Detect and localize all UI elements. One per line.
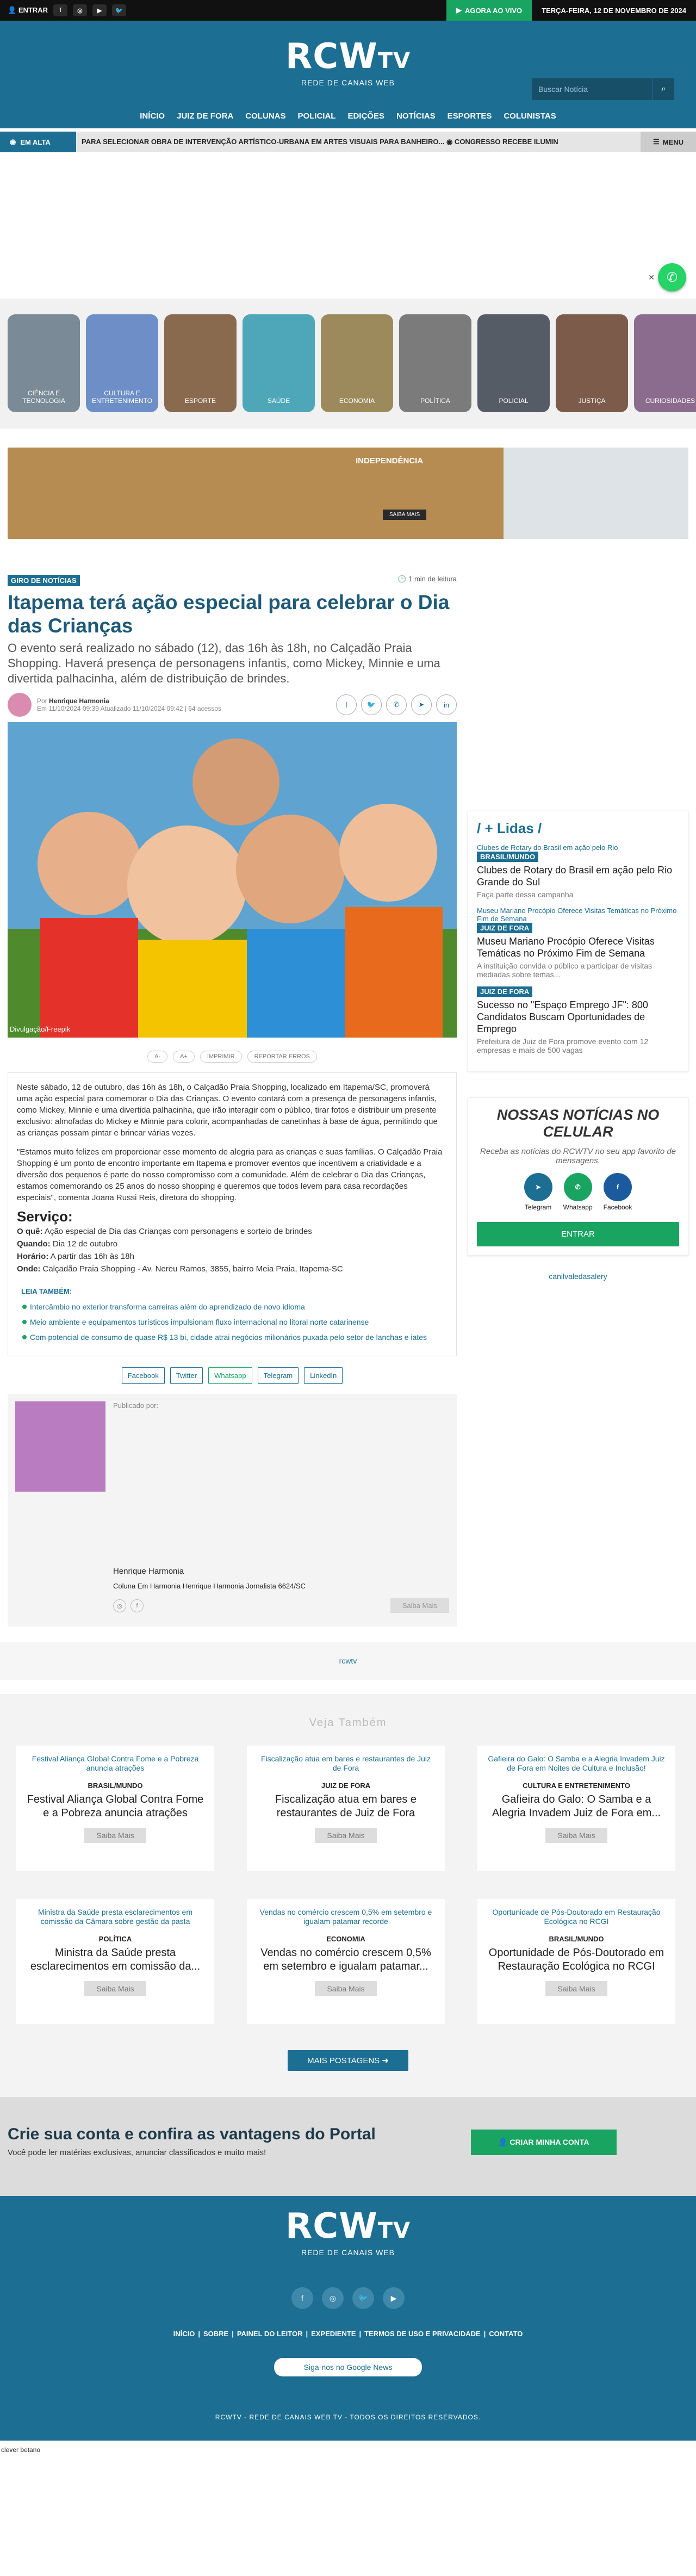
- more-posts-button[interactable]: MAIS POSTAGENS ➜: [288, 2050, 408, 2071]
- footer-separator: |: [483, 2330, 486, 2338]
- see-also-card[interactable]: [247, 1746, 445, 1871]
- instagram-icon[interactable]: ◎: [322, 2287, 344, 2309]
- most-read-title: / + Lidas /: [477, 820, 542, 836]
- author-avatar[interactable]: [8, 693, 32, 717]
- nav-item[interactable]: COLUNAS: [245, 111, 286, 121]
- article-title: Itapema terá ação especial para celebrar o Dia das Crianças: [8, 591, 450, 637]
- author-box-desc: Coluna Em Harmonia Henrique Harmonia Jornalista 6624/SC: [113, 1582, 306, 1590]
- app-label: Telegram: [524, 1203, 552, 1211]
- see-also-grid: [16, 1746, 680, 2024]
- app-label: Whatsapp: [563, 1203, 593, 1211]
- footer-social: [276, 2287, 420, 2309]
- category-card[interactable]: [86, 314, 158, 412]
- card-category: ECONOMIA: [326, 1935, 365, 1943]
- live-button[interactable]: [446, 0, 532, 21]
- card-title[interactable]: Vendas no comércio crescem 0,5% em setembro e igualam patamar...: [260, 1947, 431, 1972]
- close-icon[interactable]: ✕: [648, 273, 655, 282]
- published-by: Publicado por:: [113, 1401, 159, 1410]
- service-value: Ação especial de Dia das Crianças com personagens e sorteio de brindes: [42, 1227, 312, 1236]
- category-card[interactable]: [399, 314, 471, 412]
- footer-link[interactable]: TERMOS DE USO E PRIVACIDADE: [364, 2330, 481, 2338]
- service-key: Horário:: [17, 1252, 49, 1261]
- instagram-icon[interactable]: ◎: [113, 1599, 126, 1612]
- read-time-label: 1 min de leitura: [408, 575, 457, 583]
- see-also: [0, 1694, 696, 2097]
- whatsapp-icon: ✆: [564, 1173, 592, 1201]
- article: [8, 575, 457, 1627]
- facebook-icon[interactable]: f: [53, 4, 67, 16]
- author-photo: [15, 1401, 105, 1492]
- service-row: [17, 1251, 448, 1262]
- enter-link[interactable]: 👤 ENTRAR: [8, 6, 48, 14]
- author-box-name[interactable]: Henrique Harmonia: [113, 1567, 184, 1576]
- category-label: POLÍTICA: [420, 397, 450, 405]
- category-card[interactable]: [8, 314, 80, 412]
- card-more-button[interactable]: Saiba Mais: [545, 1981, 607, 1996]
- card-category: POLÍTICA: [98, 1935, 132, 1943]
- category-card[interactable]: [164, 314, 237, 412]
- share-button[interactable]: Facebook: [122, 1367, 165, 1384]
- facebook-icon[interactable]: f: [291, 2287, 313, 2309]
- footer-link[interactable]: INÍCIO: [173, 2330, 195, 2338]
- article-tool-button[interactable]: A-: [147, 1051, 167, 1063]
- signup-cta: [0, 2097, 696, 2196]
- footer-separator: |: [232, 2330, 234, 2338]
- newsletter-enter-button[interactable]: ENTRAR: [477, 1222, 679, 1246]
- nav-item[interactable]: EDIÇÕES: [347, 111, 384, 121]
- article-date: Em 11/10/2024 09:39 Atualizado 11/10/2024 09:42 | 64 acessos: [37, 705, 221, 712]
- category-label: CURIOSIDADES: [645, 397, 695, 405]
- footer-link[interactable]: CONTATO: [489, 2330, 523, 2338]
- pulse-icon: ◉: [10, 138, 16, 146]
- logo-subtitle: REDE DE CANAIS WEB: [301, 2248, 395, 2257]
- service-value: A partir das 16h às 18h: [48, 1252, 134, 1261]
- footer-separator: |: [359, 2330, 362, 2338]
- most-read-title[interactable]: Clubes de Rotary do Brasil em ação pelo Rio Grande do Sul: [477, 865, 673, 887]
- newsletter-title: NOSSAS NOTÍCIAS NO CELULAR: [496, 1107, 660, 1140]
- twitter-share-icon[interactable]: 🐦: [361, 694, 382, 715]
- search-icon[interactable]: ⌕: [652, 78, 674, 100]
- whatsapp-share-icon[interactable]: ✆: [386, 694, 407, 715]
- byline-prefix: Por: [37, 697, 47, 705]
- share-button[interactable]: LinkedIn: [304, 1367, 343, 1384]
- share-button[interactable]: Telegram: [258, 1367, 299, 1384]
- clock-icon: 🕒: [397, 575, 409, 583]
- most-read-item[interactable]: [477, 907, 679, 979]
- banner-title: INDEPENDÊNCIA: [356, 456, 424, 465]
- card-more-button[interactable]: Saiba Mais: [84, 1828, 146, 1843]
- card-more-button[interactable]: Saiba Mais: [315, 1981, 376, 1996]
- card-title[interactable]: Fiscalização atua em bares e restaurantes de Juiz de Fora: [275, 1793, 417, 1819]
- see-also-card[interactable]: [477, 1746, 675, 1871]
- footer-link[interactable]: PAINEL DO LEITOR: [237, 2330, 303, 2338]
- ad-space: [0, 152, 696, 299]
- whatsapp-app-link[interactable]: [563, 1173, 593, 1211]
- app-label: Facebook: [603, 1203, 632, 1211]
- banner-button[interactable]: SAIBA MAIS: [383, 510, 426, 520]
- app-links: [477, 1173, 679, 1211]
- category-card[interactable]: [321, 314, 393, 412]
- see-also-card[interactable]: [477, 1899, 675, 2024]
- nav-item[interactable]: POLICIAL: [297, 111, 336, 121]
- menu-button[interactable]: [641, 132, 696, 152]
- card-image-alt[interactable]: Gafieira do Galo: O Samba e a Alegria Invadem Juiz de Fora em Noites de Cultura e Inclusão!: [488, 1754, 665, 1772]
- read-also-title: LEIA TAMBÉM:: [21, 1287, 72, 1295]
- category-carousel: [0, 299, 696, 429]
- most-read: [468, 811, 688, 1071]
- ticker-text[interactable]: PARA SELECIONAR OBRA DE INTERVENÇÃO ARTÍSTICO-URBANA EM ARTES VISUAIS PARA BANHEIRO... ◉ CONGRESSO RECEBE ILUMIN: [82, 138, 558, 146]
- hamburger-icon: ☰: [653, 138, 660, 146]
- google-news-link[interactable]: Siga-nos no Google News: [274, 2358, 422, 2376]
- copyright: RCWTV - REDE DE CANAIS WEB TV - TODOS OS DIREITOS RESERVADOS.: [215, 2413, 481, 2421]
- menu-label: MENU: [662, 138, 683, 146]
- category-label: ESPORTE: [184, 397, 216, 405]
- cta-title: Crie sua conta e confira as vantagens do Portal: [8, 2125, 376, 2143]
- category-card[interactable]: [556, 314, 628, 412]
- trending-ticker: [0, 132, 696, 152]
- twitter-icon[interactable]: 🐦: [112, 4, 126, 16]
- read-time: [397, 575, 457, 584]
- article-tool-button[interactable]: A+: [173, 1051, 195, 1063]
- nav-item[interactable]: JUIZ DE FORA: [177, 111, 234, 121]
- facebook-app-link[interactable]: [604, 1173, 632, 1211]
- most-read-tag[interactable]: BRASIL/MUNDO: [477, 852, 538, 862]
- footer-logo[interactable]: [270, 2206, 426, 2257]
- card-image-alt[interactable]: Fiscalização atua em bares e restaurantes de Juiz de Fora: [260, 1754, 431, 1772]
- card-image-alt[interactable]: Oportunidade de Pós-Doutorado em Restauração Ecológica no RCGI: [492, 1908, 661, 1926]
- share-button[interactable]: Whatsapp: [208, 1367, 252, 1384]
- most-read-desc: A instituição convida o público a participar de visitas mediadas sobre temas...: [477, 961, 652, 979]
- category-label: CIÊNCIA E TECNOLOGIA: [22, 389, 65, 405]
- cta-text: Você pode ler matérias exclusivas, anunciar classificados e muito mais!: [8, 2148, 266, 2157]
- article-lead: O evento será realizado no sábado (12), das 16h às 18h, no Calçadão Praia Shopping. Haverá presença de personagens infantis, como Mickey, Minnie e uma divertida palhacinha, além de distribuição de brindes.: [8, 641, 440, 685]
- most-read-item[interactable]: [477, 986, 679, 1054]
- card-image-alt[interactable]: Vendas no comércio crescem 0,5% em setembro e igualam patamar recorde: [259, 1908, 432, 1926]
- footer-link[interactable]: EXPEDIENTE: [311, 2330, 356, 2338]
- see-also-card[interactable]: [247, 1899, 445, 2024]
- nav-item[interactable]: ESPORTES: [447, 111, 492, 121]
- create-account-button[interactable]: [471, 2130, 617, 2155]
- footer-link[interactable]: SOBRE: [203, 2330, 229, 2338]
- logo-text: RCW: [285, 36, 378, 77]
- current-date: TERÇA-FEIRA, 12 DE NOVEMBRO DE 2024: [542, 6, 686, 15]
- instagram-icon[interactable]: ◎: [73, 4, 87, 16]
- article-tool-button[interactable]: REPORTAR ERROS: [247, 1051, 317, 1063]
- most-read-item[interactable]: [477, 843, 679, 899]
- top-bar: [0, 0, 696, 21]
- card-more-button[interactable]: Saiba Mais: [545, 1828, 607, 1843]
- card-title[interactable]: Festival Aliança Global Contra Fome e a Pobreza anuncia atrações: [27, 1793, 204, 1819]
- paragraph: Neste sábado, 12 de outubro, das 16h às 18h, o Calçadão Praia Shopping, localizado em Itapema/SC, promoverá uma ação especial para comemorar o Dia das Crianças. O evento contará com a presença de personagens infantis, como Mickey, Minnie e uma divertida palhacinha, que irão interagir com o público, tirar fotos e distribuir um presente exclusivo: almofadas do Mickey e Minnie para colorir, acompanhadas de canetinhas à base de água, permitindo que as crianças possam pintar e brincar várias vezes.: [17, 1083, 438, 1138]
- main-nav: [0, 103, 696, 128]
- category-card[interactable]: [477, 314, 550, 412]
- card-title[interactable]: Ministra da Saúde presta esclarecimentos em comissão da...: [30, 1947, 201, 1972]
- logo-tv: TV: [377, 48, 411, 73]
- main-content: [0, 539, 696, 1627]
- card-image-alt[interactable]: Festival Aliança Global Contra Fome e a Pobreza anuncia atrações: [32, 1754, 199, 1772]
- mid-ad[interactable]: rcwtv: [0, 1642, 696, 1680]
- site-header: [0, 21, 696, 103]
- read-also-link[interactable]: Com potencial de consumo de quase R$ 13 bi, cidade atrai negócios milionários puxada pelo setor de lanchas e iates: [21, 1332, 448, 1343]
- sidebar: [468, 575, 688, 1627]
- nav-item[interactable]: NOTÍCIAS: [396, 111, 436, 121]
- share-icons: [336, 694, 457, 715]
- search-box: [532, 78, 674, 100]
- twitter-icon[interactable]: 🐦: [352, 2287, 374, 2309]
- live-icon: ▶: [456, 6, 462, 14]
- article-photo: [8, 722, 457, 1038]
- card-more-button[interactable]: Saiba Mais: [315, 1828, 376, 1843]
- card-category: JUIZ DE FORA: [321, 1782, 371, 1790]
- whatsapp-float-icon[interactable]: ✆: [658, 263, 686, 291]
- most-read-tag[interactable]: JUIZ DE FORA: [477, 986, 532, 997]
- author-box: [8, 1394, 457, 1627]
- category-label: ECONOMIA: [339, 397, 375, 405]
- site-footer: [0, 2196, 696, 2441]
- service-row: [17, 1238, 448, 1250]
- author-name[interactable]: Henrique Harmonia: [49, 697, 109, 705]
- most-read-tag[interactable]: JUIZ DE FORA: [477, 923, 532, 933]
- footer-separator: |: [198, 2330, 200, 2338]
- read-also-link[interactable]: Intercâmbio no exterior transforma carreiras além do aprendizado de novo idioma: [21, 1301, 448, 1312]
- logo-subtitle: REDE DE CANAIS WEB: [301, 78, 395, 87]
- ad-banner[interactable]: [8, 448, 688, 539]
- linkedin-share-icon[interactable]: in: [436, 694, 457, 715]
- facebook-icon[interactable]: f: [130, 1599, 144, 1612]
- sidebar-image[interactable]: canilvaledasalery: [549, 1272, 607, 1281]
- most-read-desc: Prefeitura de Juiz de Fora promove evento com 12 empresas e mais de 500 vagas: [477, 1037, 649, 1054]
- article-body: [8, 1072, 457, 1356]
- service-list: [17, 1226, 448, 1275]
- site-logo[interactable]: [270, 36, 426, 87]
- footer-links: [0, 2330, 696, 2338]
- category-label: JUSTIÇA: [578, 397, 606, 405]
- enter-label: ENTRAR: [18, 6, 48, 14]
- share-button[interactable]: Twitter: [170, 1367, 203, 1384]
- card-image-alt[interactable]: Ministra da Saúde presta esclarecimentos em comissão da Câmara sobre gestão da pasta: [38, 1908, 193, 1926]
- author-social: [113, 1599, 144, 1612]
- card-category: BRASIL/MUNDO: [88, 1782, 143, 1790]
- byline: [8, 693, 457, 717]
- photo-credit: Divulgação/Freepik: [10, 1025, 71, 1033]
- facebook-share-icon[interactable]: f: [336, 694, 357, 715]
- see-also-title: Veja Também: [309, 1717, 387, 1729]
- most-read-image-alt[interactable]: Museu Mariano Procópio Oferece Visitas Temáticas no Próximo Fim de Semana: [477, 907, 677, 923]
- see-also-card[interactable]: [16, 1746, 214, 1871]
- service-row: [17, 1263, 448, 1275]
- nav-item[interactable]: COLUNISTAS: [504, 111, 556, 121]
- see-also-card[interactable]: [16, 1899, 214, 2024]
- category-label: SAÚDE: [267, 397, 290, 405]
- card-more-button[interactable]: Saiba Mais: [84, 1981, 146, 1996]
- trending-label-text: EM ALTA: [20, 138, 51, 146]
- newsletter-box: [468, 1097, 688, 1256]
- nav-item[interactable]: INÍCIO: [140, 111, 165, 121]
- logo-tv: TV: [377, 2218, 411, 2243]
- card-title[interactable]: Oportunidade de Pós-Doutorado em Restauração Ecológica no RCGI: [488, 1947, 664, 1972]
- children-photo-illustration: [8, 722, 457, 1038]
- footer-separator: |: [306, 2330, 308, 2338]
- user-icon: 👤: [498, 2138, 510, 2146]
- footer-note: clever betano: [0, 2441, 696, 2458]
- search-input[interactable]: Buscar Notícia: [532, 78, 652, 100]
- most-read-desc: Faça parte dessa campanha: [477, 890, 574, 899]
- article-tag[interactable]: GIRO DE NOTÍCIAS: [8, 575, 80, 586]
- service-key: Quando:: [17, 1239, 51, 1249]
- article-tool-button[interactable]: IMPRIMIR: [200, 1051, 242, 1063]
- telegram-app-link[interactable]: [524, 1173, 552, 1211]
- category-label: POLICIAL: [499, 397, 529, 405]
- service-value: Calçadão Praia Shopping - Av. Nereu Ramos, 3855, bairro Meia Praia, Itapema-SC: [40, 1264, 343, 1274]
- most-read-title[interactable]: Museu Mariano Procópio Oferece Visitas Temáticas no Próximo Fim de Semana: [477, 936, 655, 959]
- logo-text: RCW: [285, 2206, 378, 2246]
- trending-label: [0, 132, 76, 152]
- share-bar: [8, 1367, 457, 1384]
- telegram-share-icon[interactable]: ➤: [411, 694, 432, 715]
- live-label: AGORA AO VIVO: [464, 6, 523, 15]
- newsletter-text: Receba as notícias do RCWTV no seu app favorito de mensagens.: [480, 1147, 676, 1165]
- category-card[interactable]: [243, 314, 315, 412]
- author-more-button[interactable]: Saiba Mais: [390, 1598, 449, 1613]
- youtube-icon[interactable]: ▶: [92, 4, 107, 16]
- category-card[interactable]: [634, 314, 696, 412]
- article-tools: [8, 1051, 457, 1063]
- card-category: CULTURA E ENTRETENIMENTO: [523, 1782, 630, 1790]
- service-key: O quê:: [17, 1227, 43, 1236]
- banner-building-image: [504, 448, 688, 539]
- read-also: [17, 1286, 448, 1343]
- service-row: [17, 1226, 448, 1237]
- most-read-image-alt[interactable]: Clubes de Rotary do Brasil em ação pelo Rio: [477, 843, 618, 852]
- youtube-icon[interactable]: ▶: [383, 2287, 405, 2309]
- service-title: Serviço:: [17, 1208, 73, 1225]
- most-read-title[interactable]: Sucesso no "Espaço Emprego JF": 800 Candidatos Buscam Oportunidades de Emprego: [477, 1000, 648, 1034]
- read-also-link[interactable]: Meio ambiente e equipamentos turísticos impulsionam fluxo internacional no litoral norte catarinense: [21, 1317, 448, 1327]
- card-category: BRASIL/MUNDO: [549, 1935, 604, 1943]
- paragraph: "Estamos muito felizes em proporcionar esse momento de alegria para as crianças e suas famílias. O Calçadão Praia Shopping é um ponto de encontro importante em Itapema e promover eventos que incentivem a criatividade e a diversão dos pequenos é parte do nosso compromisso com a comunidade. Além de celebrar o Dia das Crianças, estamos comemorando os 25 anos do nosso shopping e queremos que todos levem para casa recordações especiais", comenta Joana Russi Reis, diretora do shopping.: [17, 1147, 443, 1202]
- service-value: Dia 12 de outubro: [50, 1239, 118, 1249]
- telegram-icon: ➤: [524, 1173, 552, 1201]
- category-label: CULTURA E ENTRETENIMENTO: [91, 389, 153, 405]
- facebook-icon: f: [604, 1173, 632, 1201]
- card-title[interactable]: Gafieira do Galo: O Samba e a Alegria Invadem Juiz de Fora em...: [492, 1793, 661, 1819]
- service-key: Onde:: [17, 1264, 41, 1274]
- create-account-label: CRIAR MINHA CONTA: [509, 2138, 589, 2146]
